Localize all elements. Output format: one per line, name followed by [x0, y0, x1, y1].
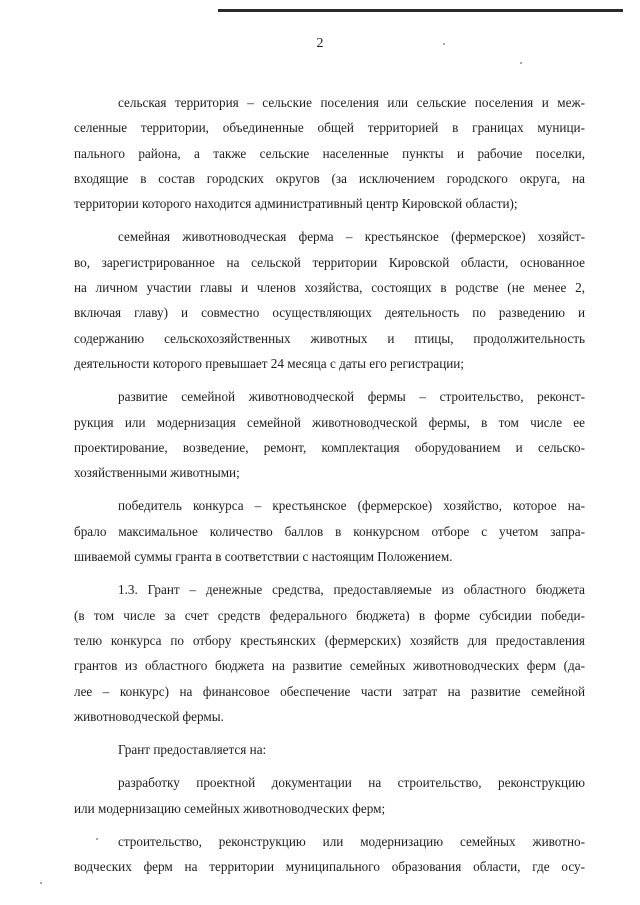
text-line: рукция или модернизация семейной животноводческой фермы, в том числе ее — [74, 414, 585, 430]
paragraph-construction — [74, 829, 585, 880]
paragraph-farm-development — [74, 384, 585, 485]
text-line: или модернизацию семейных животноводческих ферм; — [74, 800, 386, 816]
text-line: входящие в состав городских округов (за исключением городского округа, на — [74, 170, 585, 186]
text-line: развитие семейной животноводческой фермы – строительство, реконст- — [118, 389, 585, 405]
text-line: победитель конкурса – крестьянское (фермерское) хозяйство, которое на- — [118, 498, 585, 514]
scan-speck — [40, 882, 42, 884]
text-line: селенные территории, объединенные общей территорией в границах муници- — [74, 120, 585, 136]
text-line: Грант предоставляется на: — [118, 742, 267, 758]
text-line: содержанию сельскохозяйственных животных и птицы, продолжительность — [74, 330, 585, 346]
text-line: животноводческой фермы. — [74, 708, 224, 724]
paragraph-design-documentation — [74, 770, 585, 821]
paragraph-grant-purposes-intro — [74, 737, 585, 762]
text-line: хозяйственными животными; — [74, 465, 240, 481]
text-line: проектирование, возведение, ремонт, комплектация оборудованием и сельско- — [74, 439, 585, 455]
text-line: пального района, а также сельские населенные пункты и рабочие поселки, — [74, 145, 585, 161]
text-line: строительство, реконструкцию или модернизацию семейных животно- — [118, 834, 585, 850]
text-line: сельская территория – сельские поселения или сельские поселения и меж- — [118, 95, 585, 110]
text-line: на личном участии главы и членов хозяйства, состоящих в родстве (не менее 2, — [74, 280, 585, 296]
text-line: телю конкурса по отбору крестьянских (фермерских) хозяйств для предоставления — [74, 632, 585, 648]
document-body — [74, 90, 585, 888]
text-line: (в том числе за счет средств федерального бюджета) в форме субсидии победи- — [74, 607, 585, 623]
text-line: разработку проектной документации на строительство, реконструкцию — [118, 775, 585, 791]
scan-speck — [520, 62, 522, 64]
text-line: деятельности которого превышает 24 месяца с даты его регистрации; — [74, 355, 465, 371]
page-number: 2 — [316, 36, 324, 51]
header-rule — [218, 9, 623, 12]
text-line: шиваемой суммы гранта в соответствии с настоящим Положением. — [74, 549, 453, 565]
text-line: 1.3. Грант – денежные средства, предоставляемые из областного бюджета — [118, 582, 585, 598]
text-line: лее – конкурс) на финансовое обеспечение части затрат на развитие семейной — [74, 683, 585, 699]
text-line: брало максимальное количество баллов в конкурсном отборе с учетом запра- — [74, 523, 585, 539]
text-line: включая главу) и совместно осуществляющих деятельность по разведению и — [74, 305, 585, 321]
text-line: территории которого находится административный центр Кировской области); — [74, 196, 518, 212]
paragraph-family-farm — [74, 224, 585, 376]
text-line: грантов из областного бюджета на развитие семейных животноводческих ферм (да- — [74, 658, 585, 674]
text-line: семейная животноводческая ферма – крестьянское (фермерское) хозяйст- — [118, 229, 585, 245]
scan-speck — [443, 43, 445, 45]
paragraph-rural-territory — [74, 90, 585, 216]
paragraph-contest-winner — [74, 493, 585, 569]
text-line: во, зарегистрированное на сельской территории Кировской области, основанное — [74, 254, 585, 270]
paragraph-grant-definition — [74, 577, 585, 729]
scan-speck — [96, 838, 98, 840]
text-line: водческих ферм на территории муниципального образования области, где осу- — [74, 859, 585, 875]
